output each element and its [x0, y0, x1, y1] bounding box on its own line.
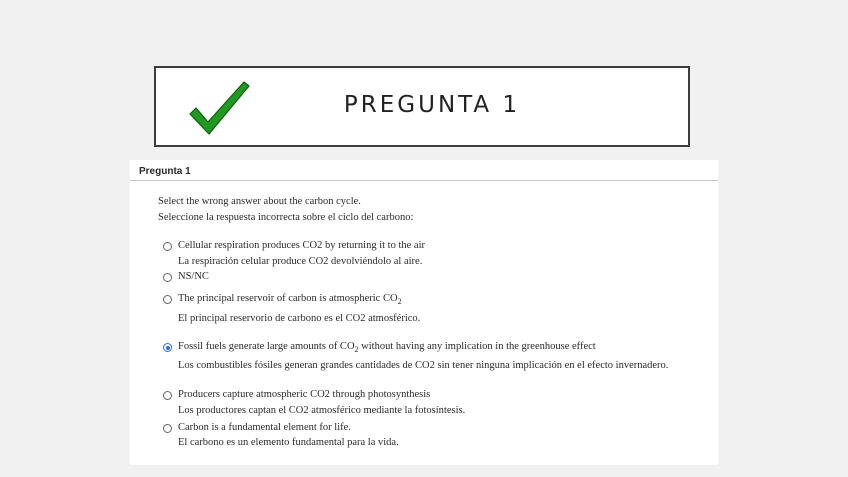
option-label: Cellular respiration produces CO2 by returning it to the air — [178, 240, 425, 251]
option-translation: La respiración celular produce CO2 devolviéndolo al aire. — [178, 256, 423, 267]
radio-button[interactable] — [163, 242, 172, 251]
option-label: Producers capture atmospheric CO2 through photosynthesis — [178, 389, 431, 400]
slide-title-box — [154, 66, 690, 147]
radio-button-selected[interactable] — [163, 343, 172, 352]
slide-title: PREGUNTA 1 — [343, 92, 521, 118]
option-label: The principal reservoir of carbon is atmospheric $CO_2$ — [178, 293, 402, 306]
question-prompt-en: Select the wrong answer about the carbon cycle. — [158, 196, 361, 207]
quiz-panel — [130, 160, 718, 465]
question-header — [130, 160, 718, 181]
option-label: Fossil fuels generate large amounts of $CO_2$ without having any implication in the greenhouse effect — [178, 341, 596, 354]
radio-button[interactable] — [163, 295, 172, 304]
question-prompt-es: Seleccione la respuesta incorrecta sobre el ciclo del carbono: — [158, 212, 414, 223]
option-translation: Los productores captan el CO2 atmosférico mediante la fotosíntesis. — [178, 405, 466, 416]
option-label: Carbon is a fundamental element for life. — [178, 422, 351, 433]
radio-button[interactable] — [163, 391, 172, 400]
option-translation: Los combustibles fósiles generan grandes cantidades de CO2 sin tener ninguna implicación en el efecto invernadero. — [178, 360, 669, 371]
option-translation: El carbono es un elemento fundamental para la vida. — [178, 437, 399, 448]
question-number: Pregunta 1 — [139, 166, 191, 177]
radio-button[interactable] — [163, 273, 172, 282]
option-translation: El principal reservorio de carbono es el CO2 atmosférico. — [178, 313, 421, 324]
radio-button[interactable] — [163, 424, 172, 433]
option-label: NS/NC — [178, 271, 209, 282]
